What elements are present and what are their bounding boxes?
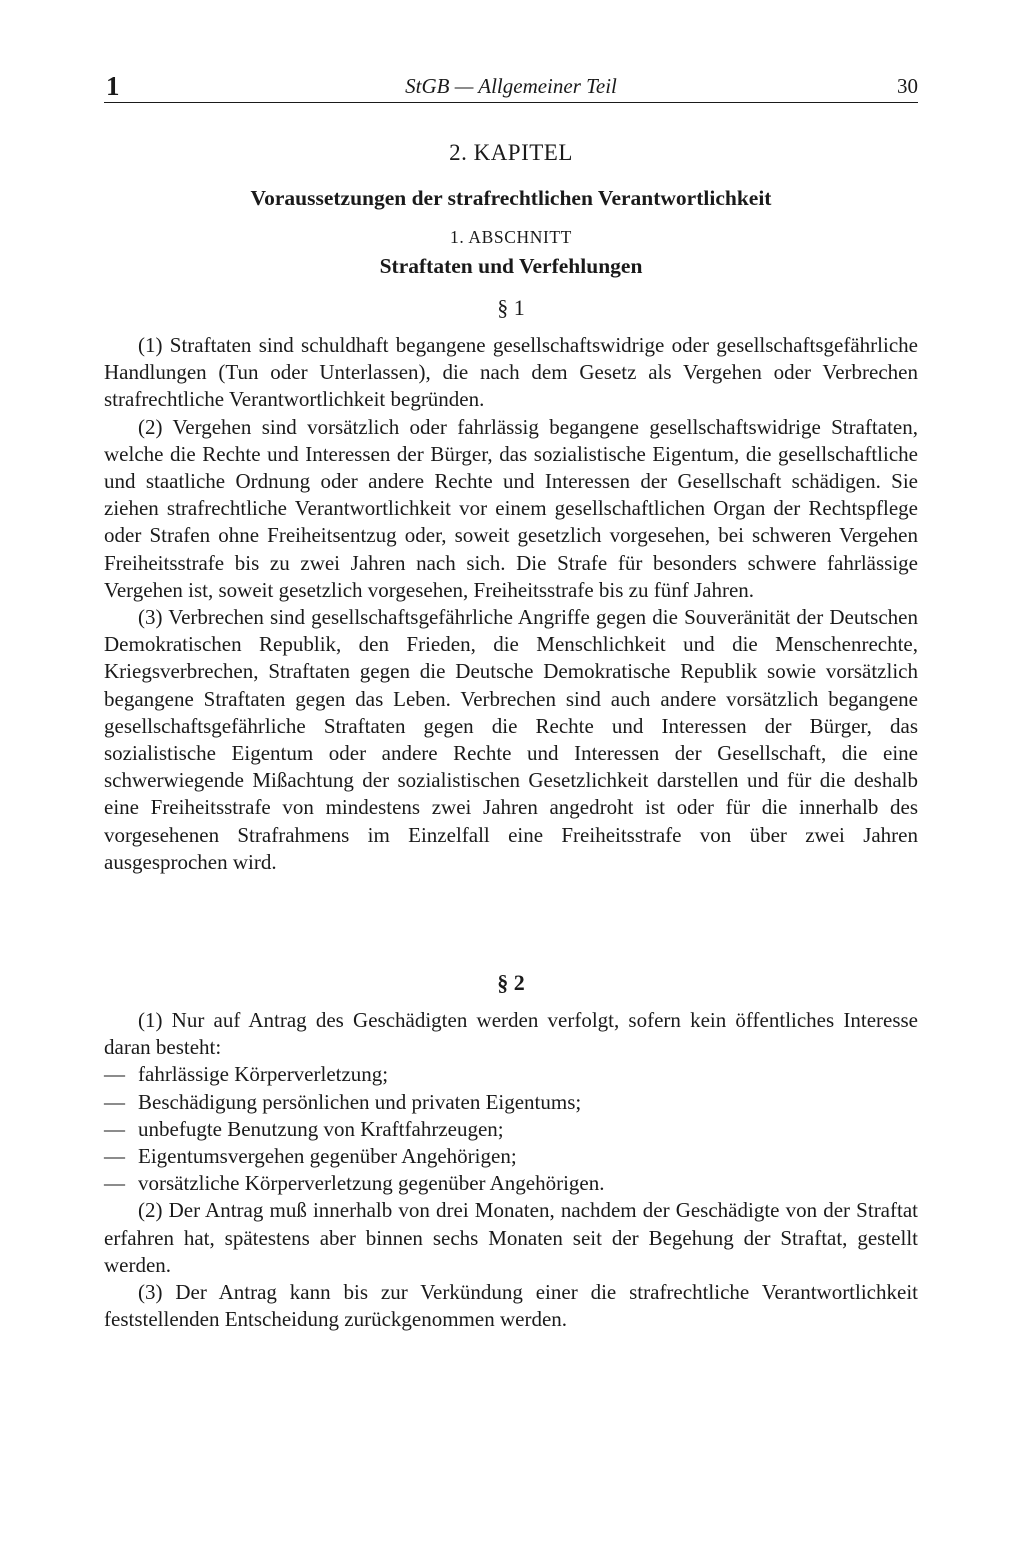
- dash-marker: —: [104, 1089, 125, 1114]
- list-item: [104, 1061, 918, 1088]
- paragraph-2-subsection-3: (3) Der Antrag kann bis zur Verkündung einer die strafrechtliche Verantwortlichkeit feststellenden Entscheidung zurückgenommen werden.: [104, 1280, 918, 1332]
- chapter-label: 2. KAPITEL: [449, 140, 573, 165]
- chapter-number: 1: [106, 71, 120, 101]
- dash-marker: —: [104, 1116, 125, 1141]
- list-item-text: Eigentumsvergehen gegenüber Angehörigen;: [138, 1144, 517, 1169]
- running-title: StGB — Allgemeiner Teil: [405, 74, 617, 98]
- paragraph-1-subsection-2: (2) Vergehen sind vorsätzlich oder fahrlässig begangene gesellschaftswidrige Straftaten, welche die Rechte und Interessen der Bürger, das sozialistische Eigentum, die gesellschaftliche und staatliche Ordnung oder andere Rechte und Interessen der Gesellschaft schädigen. Sie ziehen strafrechtliche Verantwortlichkeit vor einem gesellschaftlichen Organ der Rechtspflege oder Strafen ohne Freiheitsentzug oder, soweit gesetzlich vorgesehen, bei schweren Vergehen Freiheitsstrafe bis zu zwei Jahren nach sich. Die Strafe für besonders schwere fahrlässige Vergehen ist, soweit gesetzlich vorgesehen, Freiheitsstrafe bis zu fünf Jahren.: [104, 414, 918, 602]
- paragraph-2-body: [104, 1007, 918, 1333]
- list-item: [104, 1143, 918, 1170]
- paragraph-2-subsection-2: (2) Der Antrag muß innerhalb von drei Monaten, nachdem der Geschädigte von der Straftat erfahren hat, spätestens aber binnen sechs Monaten seit der Begehung der Straftat, gestellt werden.: [104, 1198, 918, 1277]
- paragraph-2-subsection-1: (1) Nur auf Antrag des Geschädigten werden verfolgt, sofern kein öffentliches Interesse daran besteht:: [104, 1008, 918, 1060]
- offense-list: [104, 1061, 918, 1197]
- dash-marker: —: [104, 1144, 125, 1169]
- list-item-text: unbefugte Benutzung von Kraftfahrzeugen;: [138, 1116, 504, 1141]
- paragraph-1-subsection-1: (1) Straftaten sind schuldhaft begangene gesellschaftswidrige oder gesellschaftsgefährliche Handlungen (Tun oder Unterlassen), die nach dem Gesetz als Vergehen oder Verbrechen strafrechtliche Verantwortlichkeit begründen.: [104, 333, 918, 412]
- paragraph-heading-1: § 1: [497, 295, 525, 320]
- list-item-text: fahrlässige Körperverletzung;: [138, 1062, 389, 1087]
- chapter-title: Voraussetzungen der strafrechtlichen Verantwortlichkeit: [250, 186, 772, 210]
- running-head: [104, 70, 918, 103]
- paragraph-1-body: [104, 332, 918, 876]
- list-item-text: Beschädigung persönlichen und privaten Eigentums;: [138, 1089, 582, 1114]
- paragraph-1-subsection-3: (3) Verbrechen sind gesellschaftsgefährliche Angriffe gegen die Souveränität der Deutschen Demokratischen Republik, den Frieden, die Menschlichkeit und die Menschenrechte, Kriegsverbrechen, Straftaten gegen die Deutsche Demokratische Republik sowie vorsätzlich begangene Straftaten gegen das Leben. Verbrechen sind auch andere vorsätzlich begangene gesellschaftsgefährliche Straftaten gegen die Rechte und Interessen der Bürger, das sozialistische Eigentum oder andere Rechte und Interessen der Gesellschaft, die eine schwerwiegende Mißachtung der sozialistischen Gesetzlichkeit darstellen und für die deshalb eine Freiheitsstrafe von mindestens zwei Jahren angedroht ist oder für die innerhalb des vorgesehenen Strafrahmens im Einzelfall eine Freiheitsstrafe von über zwei Jahren ausgesprochen wird.: [104, 605, 918, 874]
- section-label: 1. ABSCHNITT: [450, 227, 572, 247]
- document-page: [104, 0, 918, 1542]
- paragraph-heading-2: § 2: [497, 970, 525, 995]
- list-item: [104, 1170, 918, 1197]
- list-item: [104, 1116, 918, 1143]
- dash-marker: —: [104, 1062, 125, 1087]
- dash-marker: —: [104, 1171, 125, 1196]
- section-title: Straftaten und Verfehlungen: [379, 254, 643, 278]
- list-item: [104, 1089, 918, 1116]
- page-number: 30: [897, 74, 918, 98]
- list-item-text: vorsätzliche Körperverletzung gegenüber Angehörigen.: [138, 1171, 605, 1196]
